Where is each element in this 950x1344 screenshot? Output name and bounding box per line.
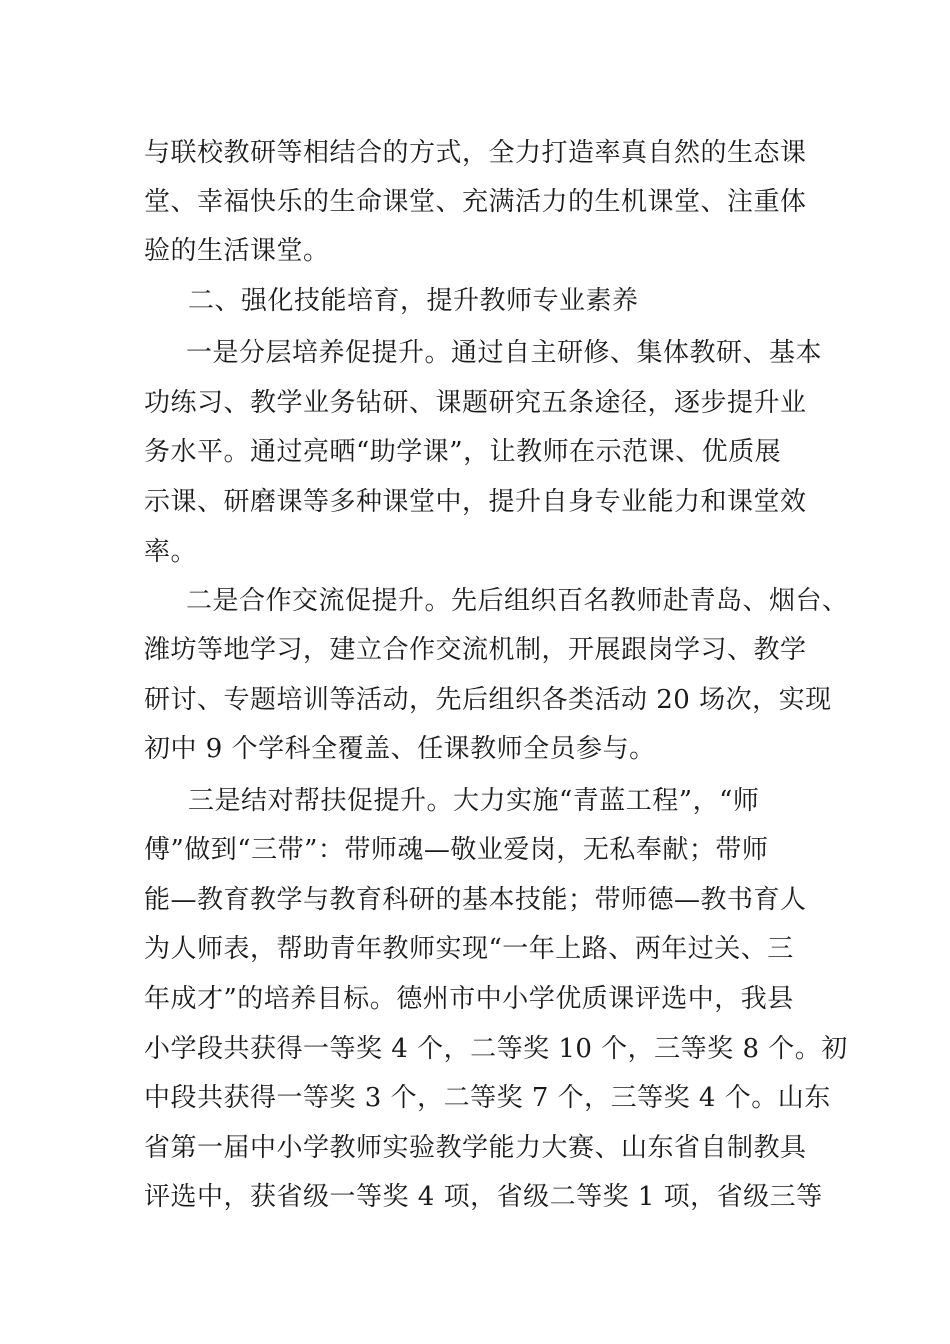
text-line: 评选中，获省级一等奖 4 项，省级二等奖 1 项，省级三等 — [144, 1182, 823, 1212]
text-line: 中段共获得一等奖 3 个，二等奖 7 个，三等奖 4 个。山东 — [144, 1083, 831, 1113]
text-line: 省第一届中小学教师实验教学能力大赛、山东省自制教具 — [144, 1133, 807, 1163]
text-line: 三是结对帮扶促提升。大力实施“青蓝工程”，“师 — [188, 786, 760, 816]
text-line: 研讨、专题培训等活动，先后组织各类活动 20 场次，实现 — [144, 685, 832, 715]
text-line: 功练习、教学业务钻研、课题研究五条途径，逐步提升业 — [144, 388, 807, 418]
text-line: 初中 9 个学科全覆盖、任课教师全员参与。 — [144, 734, 656, 764]
text-line: 为人师表，帮助青年教师实现“一年上路、两年过关、三 — [144, 934, 794, 964]
text-line: 年成才”的培养目标。德州市中小学优质课评选中，我县 — [144, 984, 794, 1014]
text-line: 验的生活课堂。 — [144, 236, 330, 266]
text-line: 小学段共获得一等奖 4 个，二等奖 10 个，三等奖 8 个。初 — [144, 1034, 848, 1064]
text-line: 二是合作交流促提升。先后组织百名教师赴青岛、烟台、 — [186, 586, 849, 616]
text-line: 潍坊等地学习，建立合作交流机制，开展跟岗学习、教学 — [144, 635, 807, 665]
text-line: 与联校教研等相结合的方式，全力打造率真自然的生态课 — [144, 138, 807, 168]
text-line: 率。 — [144, 537, 198, 567]
section-heading: 二、强化技能培育，提升教师专业素养 — [188, 286, 639, 316]
text-line: 示课、研磨课等多种课堂中，提升自身专业能力和课堂效 — [144, 487, 807, 517]
text-line: 傅”做到“三带”：带师魂—敬业爱岗，无私奉献；带师 — [144, 835, 769, 865]
text-line: 堂、幸福快乐的生命课堂、充满活力的生机课堂、注重体 — [144, 187, 807, 217]
text-line: 一是分层培养促提升。通过自主研修、集体教研、基本 — [186, 338, 823, 368]
text-line: 务水平。通过亮晒“助学课”，让教师在示范课、优质展 — [144, 437, 782, 467]
text-line: 能—教育教学与教育科研的基本技能；带师德—教书育人 — [144, 885, 807, 915]
